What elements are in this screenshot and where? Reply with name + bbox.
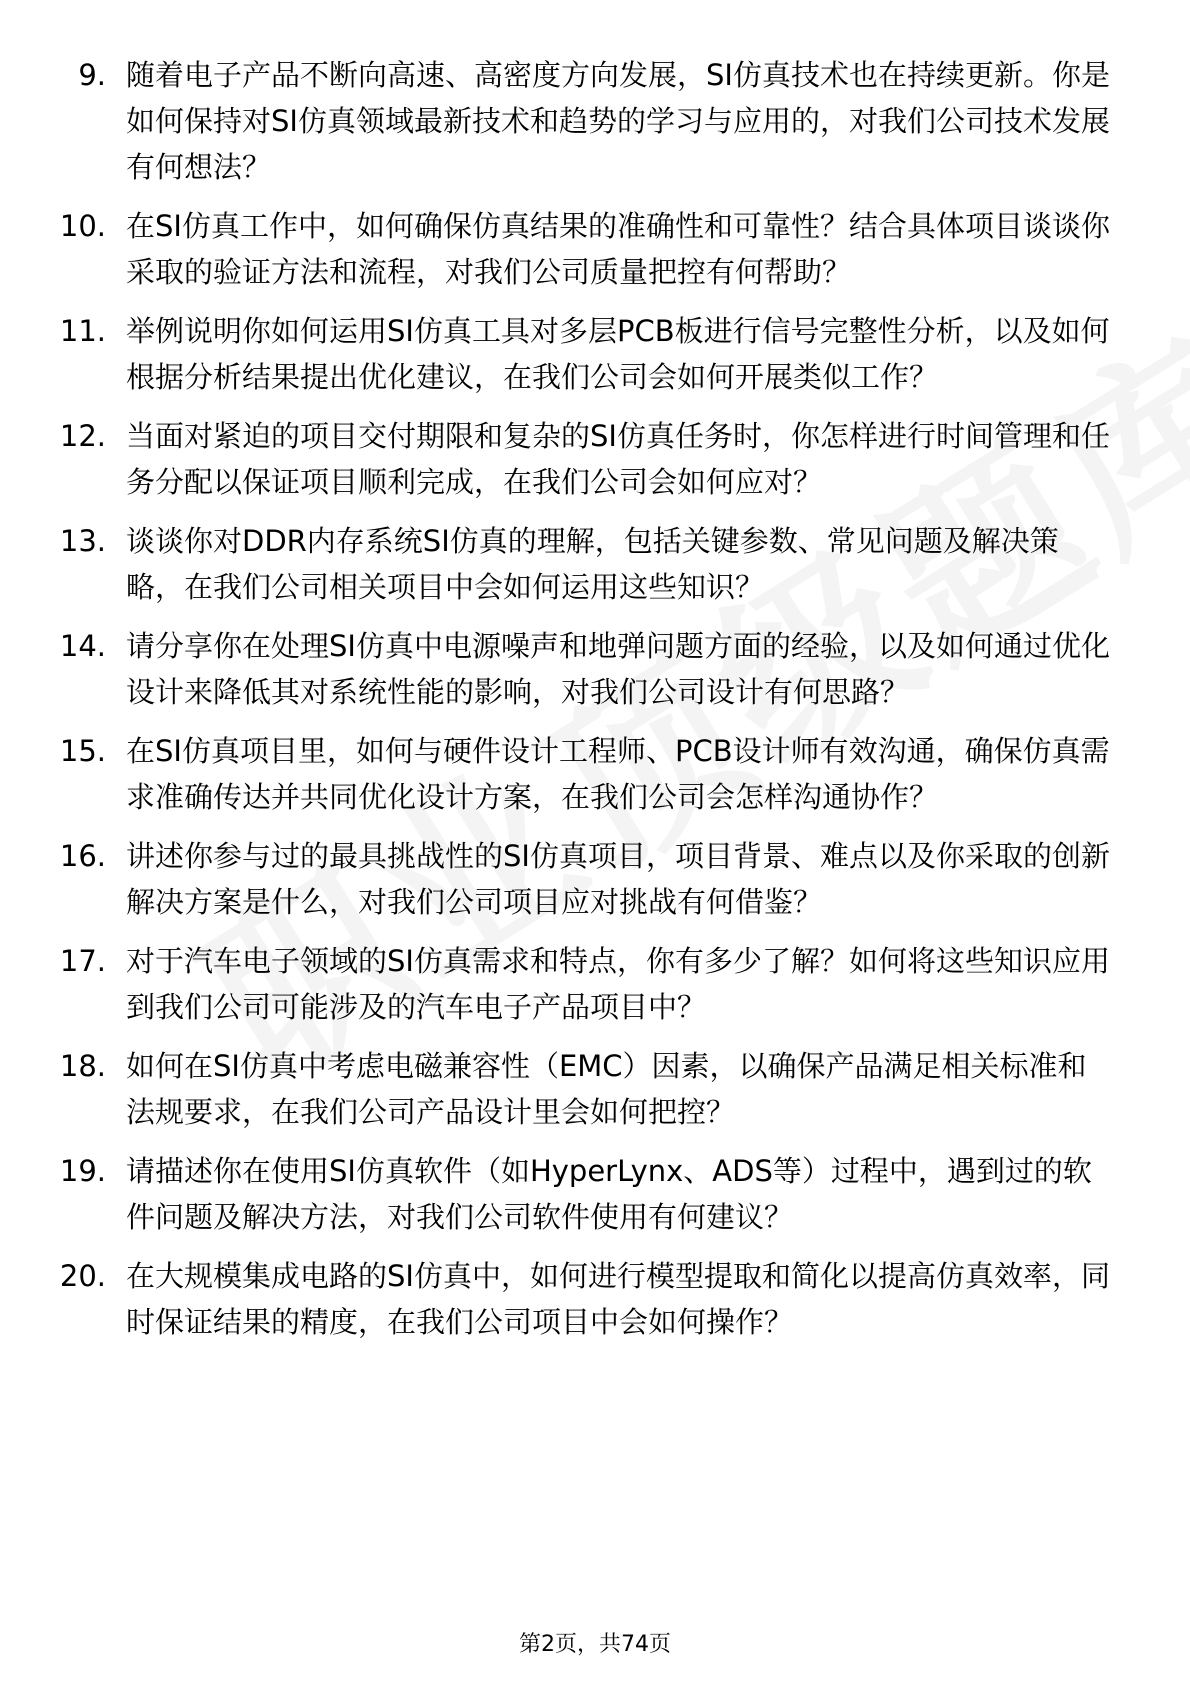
question-number: 18. [59,1049,106,1083]
list-item [0,1253,1190,1345]
list-item [0,203,1190,295]
question-number: 9. [78,58,106,92]
list-item [0,413,1190,505]
question-number: 13. [59,524,106,558]
list-item [0,938,1190,1030]
list-item [0,728,1190,820]
question-number: 20. [59,1259,106,1293]
question-text: 在大规模集成电路的SI仿真中，如何进行模型提取和简化以提高仿真效率，同时保证结果的精度，在我们公司项目中会如何操作？ [126,1259,1110,1339]
question-number: 14. [59,629,106,663]
question-text: 在SI仿真项目里，如何与硬件设计工程师、PCB设计师有效沟通，确保仿真需求准确传达并共同优化设计方案，在我们公司会怎样沟通协作？ [126,734,1110,814]
page-footer: 第2页，共74页 [519,1632,671,1657]
question-number: 16. [59,839,106,873]
list-item [0,52,1190,190]
list-item [0,1043,1190,1135]
question-number: 11. [59,314,106,348]
question-text: 举例说明你如何运用SI仿真工具对多层PCB板进行信号完整性分析，以及如何根据分析结果提出优化建议，在我们公司会如何开展类似工作？ [126,314,1110,394]
question-text: 讲述你参与过的最具挑战性的SI仿真项目，项目背景、难点以及你采取的创新解决方案是什么，对我们公司项目应对挑战有何借鉴？ [126,839,1110,919]
list-item [0,518,1190,610]
list-item [0,833,1190,925]
question-number: 15. [59,734,106,768]
list-item [0,308,1190,400]
question-list [0,52,1190,1358]
question-number: 19. [59,1154,106,1188]
question-text: 谈谈你对DDR内存系统SI仿真的理解，包括关键参数、常见问题及解决策略，在我们公司相关项目中会如何运用这些知识？ [126,524,1059,604]
question-text: 在SI仿真工作中，如何确保仿真结果的准确性和可靠性？结合具体项目谈谈你采取的验证方法和流程，对我们公司质量把控有何帮助？ [126,209,1110,289]
question-text: 请描述你在使用SI仿真软件（如HyperLynx、ADS等）过程中，遇到过的软件问题及解决方法，对我们公司软件使用有何建议？ [126,1154,1092,1234]
question-number: 12. [59,419,106,453]
question-text: 随着电子产品不断向高速、高密度方向发展，SI仿真技术也在持续更新。你是如何保持对SI仿真领域最新技术和趋势的学习与应用的，对我们公司技术发展有何想法？ [126,58,1110,184]
question-number: 17. [59,944,106,978]
question-text: 对于汽车电子领域的SI仿真需求和特点，你有多少了解？如何将这些知识应用到我们公司可能涉及的汽车电子产品项目中？ [126,944,1110,1024]
question-text: 如何在SI仿真中考虑电磁兼容性（EMC）因素，以确保产品满足相关标准和法规要求，在我们公司产品设计里会如何把控？ [126,1049,1087,1129]
list-item [0,623,1190,715]
question-text: 请分享你在处理SI仿真中电源噪声和地弹问题方面的经验，以及如何通过优化设计来降低其对系统性能的影响，对我们公司设计有何思路？ [126,629,1110,709]
question-text: 当面对紧迫的项目交付期限和复杂的SI仿真任务时，你怎样进行时间管理和任务分配以保证项目顺利完成，在我们公司会如何应对？ [126,419,1110,499]
question-number: 10. [59,209,106,243]
list-item [0,1148,1190,1240]
